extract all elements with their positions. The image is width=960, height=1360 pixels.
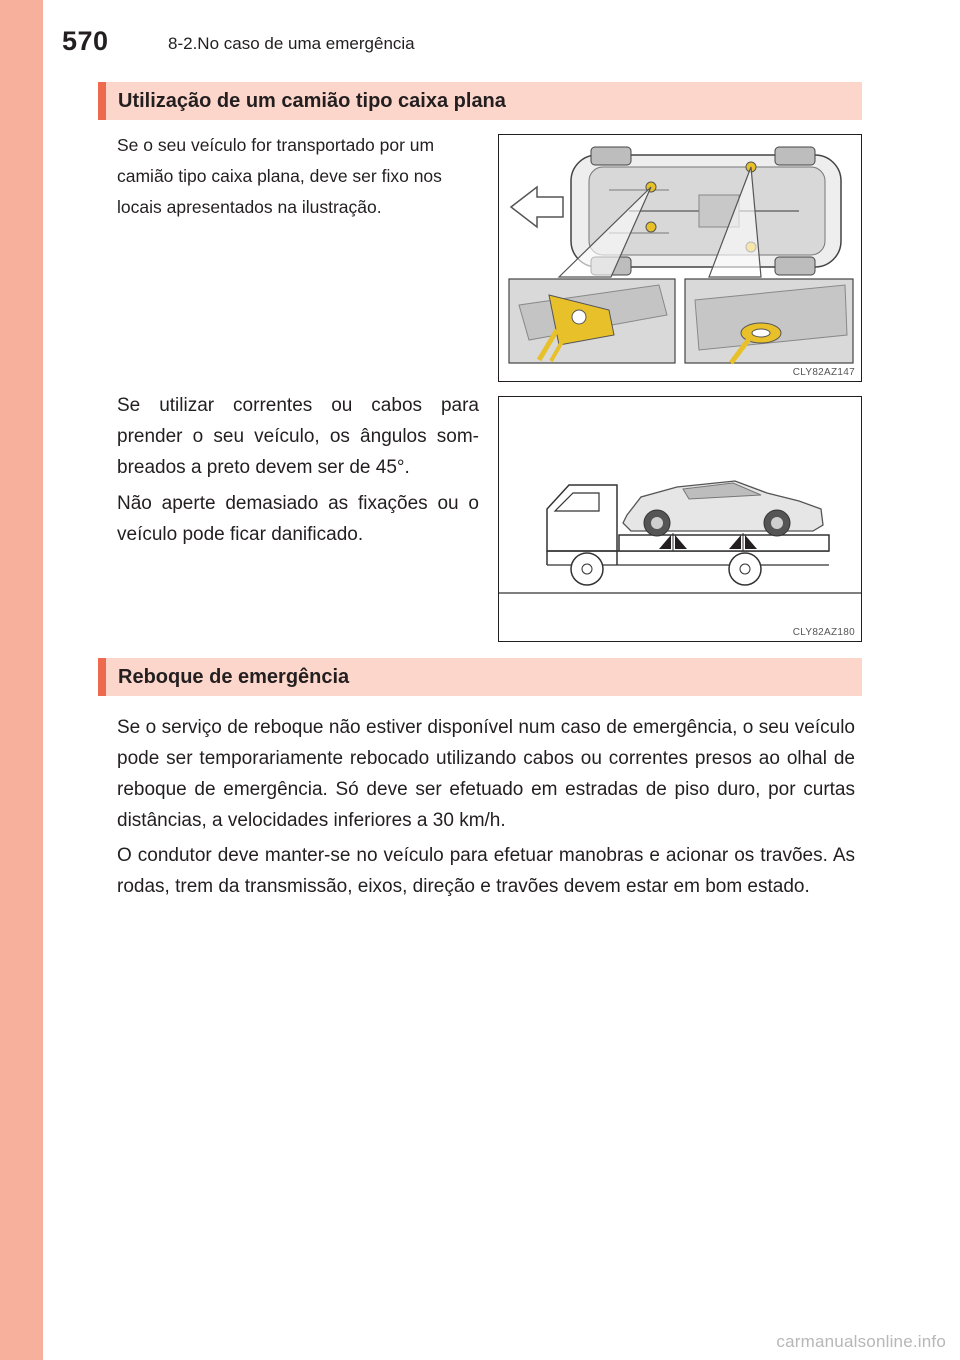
side-color-strip	[0, 0, 43, 1360]
figure-code: CLY82AZ147	[792, 367, 855, 378]
tie-down-point-icon	[646, 222, 656, 232]
page-number: 570	[62, 26, 109, 56]
flatbed-truck-illustration	[499, 397, 862, 642]
paragraph-flatbed-intro: Se o seu veículo for transportado por um camião tipo caixa plana, deve ser fixo nos locais apresentados na ilustração.	[117, 135, 442, 217]
paragraph-driver-requirements: O condutor deve manter-se no veículo para efetuar manobras e acionar os travões. As rodas, trem da transmissão, eixos, direção e travões devem estar em bom estado.	[117, 845, 855, 897]
figure-tie-down-points	[498, 134, 862, 382]
paragraph-chain-angle: Se utilizar correntes ou cabos para prender o seu veículo, os ângulos som-breados a preto devem ser de 45°.	[117, 395, 479, 478]
figure-code: CLY82AZ180	[792, 627, 855, 638]
section-heading-emergency-towing	[98, 658, 862, 696]
section-title: Utilização de um camião tipo caixa plana	[118, 90, 506, 112]
paragraph-emergency-towing: Se o serviço de reboque não estiver disponível num caso de emergência, o seu veículo pode ser temporariamente rebocado utilizando cabos ou correntes presos ao olhal de reboque de emergência. Só deve ser efetuado em estradas de piso duro, por curtas distâncias, a velocidades inferiores a 30 km/h.	[117, 717, 855, 831]
figure-flatbed-truck	[498, 396, 862, 642]
direction-arrow-icon	[511, 187, 563, 227]
paragraph-tightening-warning: Não aperte demasiado as fixações ou o veículo pode ficar danificado.	[117, 493, 479, 545]
car-underbody-illustration	[499, 135, 862, 382]
chapter-title: 8-2.No caso de uma emergência	[168, 34, 415, 53]
section-title: Reboque de emergência	[118, 666, 350, 688]
flatbed	[619, 535, 829, 551]
watermark: carmanualsonline.info	[776, 1332, 946, 1351]
section-heading-flatbed	[98, 82, 862, 120]
